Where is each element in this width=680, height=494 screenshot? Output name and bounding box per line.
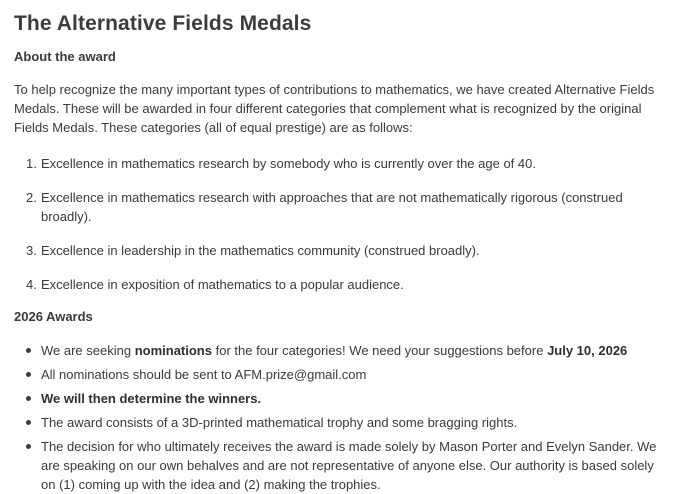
category-number: 3. (26, 243, 37, 258)
category-item (14, 154, 668, 173)
category-text: Excellence in leadership in the mathematics community (construed broadly). (41, 243, 480, 258)
deadline-date: July 10, 2026 (547, 343, 628, 358)
awards-bullet-trophy (14, 413, 668, 432)
bullet-text: We are seeking (41, 343, 135, 358)
about-heading: About the award (14, 49, 116, 64)
awards-bullet-winners (14, 389, 668, 408)
bullet-icon (26, 348, 31, 353)
bullet-bold: We will then determine the winners. (41, 391, 262, 406)
category-item (14, 241, 668, 260)
category-number: 2. (26, 190, 37, 205)
category-number: 1. (26, 156, 37, 171)
awards-list (14, 341, 668, 494)
category-text: Excellence in exposition of mathematics to a popular audience. (41, 277, 404, 292)
bullet-text: The award consists of a 3D-printed mathematical trophy and some bragging rights. (41, 415, 518, 430)
awards-heading: 2026 Awards (14, 309, 93, 324)
bullet-icon (26, 372, 31, 377)
category-text: Excellence in mathematics research with approaches that are not mathematically rigorous (construed broadly). (41, 190, 623, 224)
page-title: The Alternative Fields Medals (14, 12, 312, 35)
category-number: 4. (26, 277, 37, 292)
bullet-icon (26, 420, 31, 425)
bullet-text: for the four categories! We need your suggestions before (211, 343, 548, 358)
bullet-bold: nominations (134, 343, 212, 358)
bullet-text: All nominations should be sent to AFM.prize@gmail.com (41, 367, 367, 382)
category-item (14, 275, 668, 294)
categories-list (14, 154, 668, 294)
category-item (14, 188, 668, 226)
awards-bullet-email (14, 365, 668, 384)
category-text: Excellence in mathematics research by somebody who is currently over the age of 40. (41, 156, 536, 171)
intro-paragraph: To help recognize the many important types of contributions to mathematics, we have created Alternative Fields Medals. These will be awarded in four different categories that complement what is recognized by the original Fields Medals. These categories (all of equal prestige) are as follows: (14, 82, 655, 135)
bullet-icon (26, 396, 31, 401)
awards-bullet-decision (14, 437, 668, 494)
bullet-text: The decision for who ultimately receives the award is made solely by Mason Porter and Evelyn Sander. We are speaking on our own behalves and are not representative of anyone else. Our authority is based solely on (1) coming up with the idea and (2) making the trophies. (41, 439, 657, 492)
awards-bullet-nominations (14, 341, 668, 360)
bullet-icon (26, 444, 31, 449)
